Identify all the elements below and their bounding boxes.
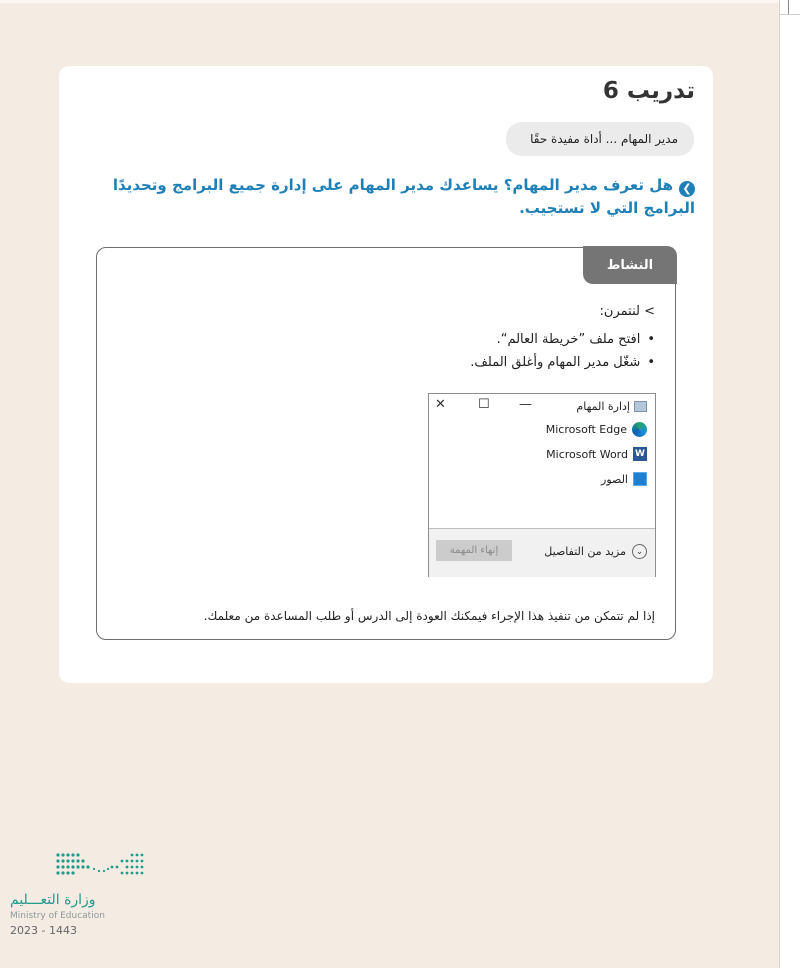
task-manager-title: إدارة المهام (576, 400, 630, 413)
app-name: Microsoft Edge (545, 423, 627, 436)
more-details-button[interactable] (544, 544, 647, 559)
activity-tab: النشاط (583, 246, 677, 284)
question-text: هل تعرف مدير المهام؟ يساعدك مدير المهام على إدارة جميع البرامج وتحديدًا البرامج التي لا تستجيب. (112, 176, 695, 217)
question (95, 174, 695, 219)
app-row-edge[interactable] (546, 422, 647, 437)
task-manager-window (428, 393, 656, 577)
ministry-name-en: Ministry of Education (10, 911, 105, 921)
task-manager-icon (634, 401, 647, 412)
chevron-down-icon: ⌄ (632, 544, 647, 559)
year-label: 2023 - 1443 (10, 924, 77, 937)
ministry-name-ar: وزارة التعـــليم (10, 892, 96, 908)
edge-icon (632, 422, 647, 437)
exercise-title: تدريب 6 (602, 78, 695, 104)
app-name: Microsoft Word (546, 447, 628, 461)
photos-icon (633, 472, 647, 486)
task-manager-titlebar (576, 400, 647, 413)
subtitle-text: مدير المهام ... أداة مفيدة حقًا (530, 132, 678, 146)
help-note: إذا لم تتمكن من تنفيذ هذا الإجراء فيمكنك العودة إلى الدرس أو طلب المساعدة من معلمك. (203, 609, 655, 623)
end-task-button[interactable]: إنهاء المهمة (436, 540, 512, 561)
instruction-item: • افتح ملف ”خريطة العالم“. (470, 328, 655, 351)
page-margin-strip (779, 0, 800, 968)
app-row-word[interactable] (546, 447, 647, 461)
practice-label: > لنتمرن: (599, 304, 655, 319)
word-icon: W (633, 447, 647, 461)
maximize-icon[interactable]: ☐ (478, 397, 490, 412)
chevron-circle-icon: ❯ (679, 181, 695, 197)
top-edge (0, 0, 780, 3)
ministry-logo-icon (52, 850, 150, 878)
instruction-list (470, 328, 655, 374)
app-row-photos[interactable] (601, 472, 647, 486)
close-icon[interactable]: ✕ (435, 397, 446, 412)
more-details-label: مزيد من التفاصيل (544, 545, 626, 558)
app-name: الصور (601, 472, 628, 486)
minimize-icon[interactable]: — (519, 397, 532, 412)
task-manager-footer (429, 529, 655, 577)
margin-tick-horizontal (780, 14, 800, 15)
activity-box (96, 247, 676, 640)
margin-tick (788, 0, 789, 14)
instruction-item: • شغّل مدير المهام وأغلق الملف. (470, 351, 655, 374)
exercise-card (59, 66, 713, 683)
subtitle-pill (506, 122, 694, 156)
